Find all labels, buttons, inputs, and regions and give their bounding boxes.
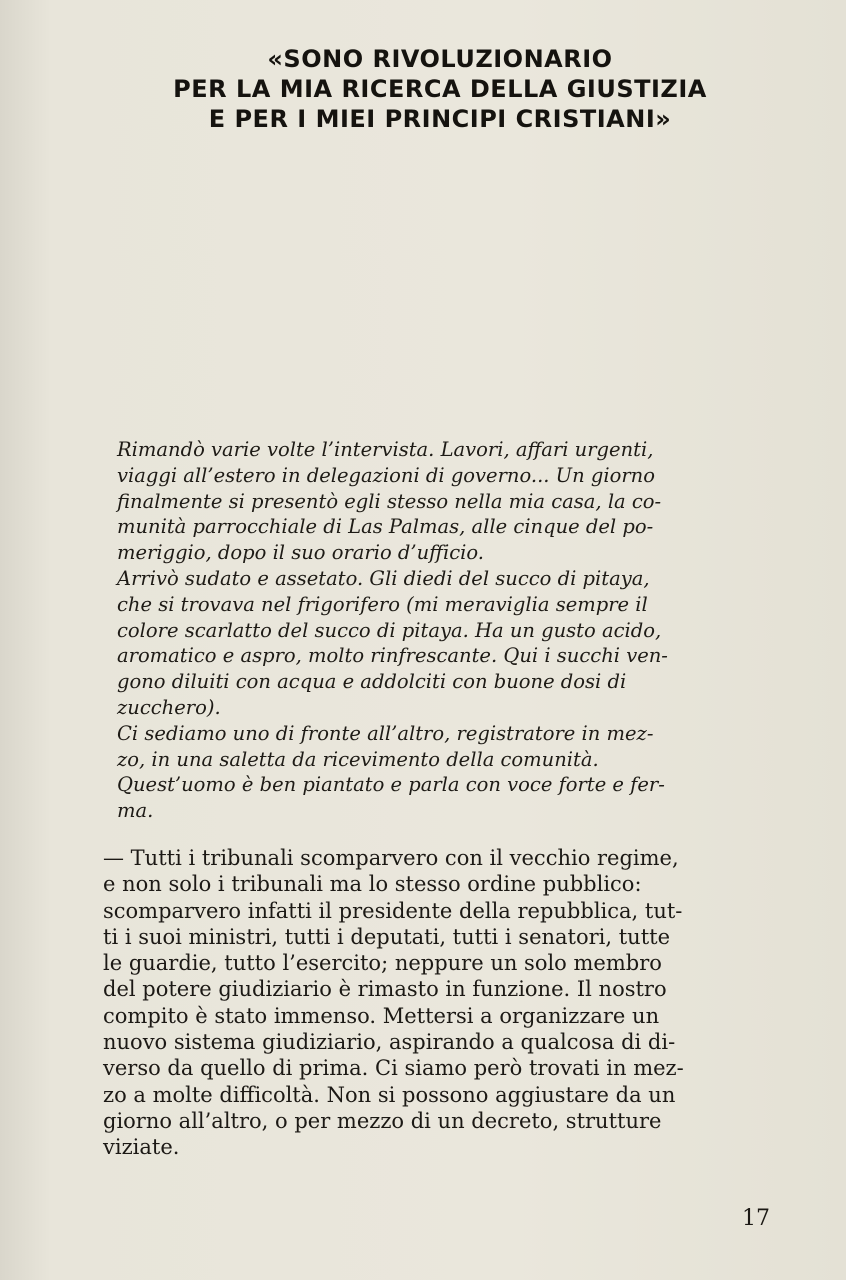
- intro-line: zucchero).: [117, 695, 221, 719]
- intro-line: Quest’uomo è ben piantato e parla con voce forte e fer-: [117, 773, 665, 797]
- intro-line: Arrivò sudato e assetato. Gli diedi del succo di pitaya,: [117, 566, 650, 590]
- body-line: del potere giudiziario è rimasto in funzione. Il nostro: [103, 977, 667, 1002]
- page-number: 17: [742, 1206, 770, 1231]
- intro-line: gono diluiti con acqua e addolciti con buone dosi di: [117, 670, 627, 694]
- intro-line: aromatico e aspro, molto rinfrescante. Qui i succhi ven-: [117, 644, 668, 668]
- intro-line: munità parrocchiale di Las Palmas, alle cinque del po-: [117, 515, 654, 539]
- body-line: ti i suoi ministri, tutti i deputati, tutti i senatori, tutte: [103, 924, 671, 949]
- intro-line: Ci sediamo uno di fronte all’altro, registratore in mez-: [117, 721, 654, 745]
- intro-line: Rimandò varie volte l’intervista. Lavori, affari urgenti,: [117, 438, 654, 461]
- intro-line: zo, in una saletta da ricevimento della comunità.: [117, 747, 599, 771]
- body-line: giorno all’altro, o per mezzo di un decreto, strutture: [103, 1108, 662, 1133]
- intro-line: viaggi all’estero in delegazioni di governo... Un giorno: [117, 463, 655, 487]
- intro-line: che si trovava nel frigorifero (mi meraviglia sempre il: [117, 592, 648, 616]
- body-line: nuovo sistema giudiziario, aspirando a qualcosa di di-: [103, 1030, 676, 1055]
- body-line: compito è stato immenso. Mettersi a organizzare un: [103, 1003, 660, 1028]
- interview-answer: [103, 845, 775, 1161]
- body-line: viziate.: [103, 1135, 180, 1160]
- body-line: verso da quello di prima. Ci siamo però trovati in mez-: [103, 1056, 684, 1081]
- body-line: — Tutti i tribunali scomparvero con il vecchio regime,: [103, 846, 679, 870]
- heading-line: «SONO RIVOLUZIONARIO: [267, 45, 613, 73]
- intro-line: meriggio, dopo il suo orario d’ufficio.: [117, 541, 484, 565]
- body-line: scomparvero infatti il presidente della repubblica, tut-: [103, 898, 683, 923]
- heading-line: E PER I MIEI PRINCIPI CRISTIANI»: [208, 105, 672, 133]
- body-line: e non solo i tribunali ma lo stesso ordine pubblico:: [103, 872, 642, 897]
- intro-line: colore scarlatto del succo di pitaya. Ha un gusto acido,: [117, 618, 662, 642]
- heading-line: PER LA MIA RICERCA DELLA GIUSTIZIA: [173, 75, 707, 103]
- intro-line: ma.: [117, 799, 154, 823]
- chapter-heading: [120, 44, 760, 134]
- intro-line: finalmente si presentò egli stesso nella mia casa, la co-: [117, 489, 662, 513]
- body-line: le guardie, tutto l’esercito; neppure un solo membro: [103, 951, 662, 976]
- body-line: zo a molte difficoltà. Non si possono aggiustare da un: [103, 1082, 676, 1107]
- italic-introduction: [117, 437, 767, 824]
